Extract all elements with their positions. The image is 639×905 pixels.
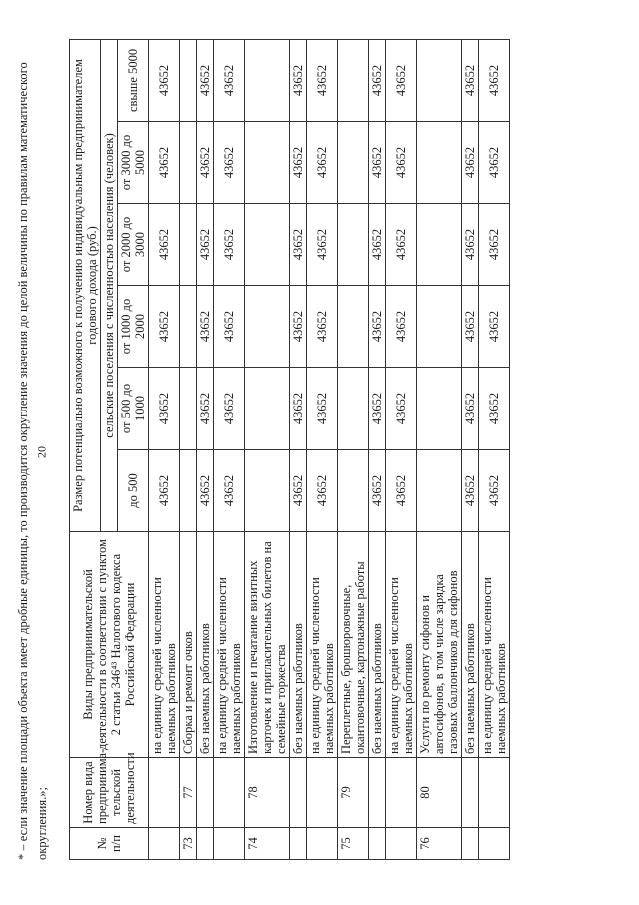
income-value-cell: 43652 [149,122,180,204]
income-value-cell: 43652 [149,450,180,532]
income-value-cell [180,122,197,204]
activity-label: Сборка и ремонт очков [180,532,197,758]
income-value-cell: 43652 [307,39,338,121]
income-value-cell [338,204,369,286]
row-number [386,828,417,860]
table-row [369,39,386,859]
income-value-cell [338,368,369,450]
income-value-cell: 43652 [386,122,417,204]
income-value-cell: 43652 [462,368,479,450]
income-value-cell: 43652 [214,39,245,121]
activity-label: без наемных работников [369,532,386,758]
header-population-group: от 2000 до 3000 [118,204,149,286]
income-value-cell [338,39,369,121]
row-number [149,828,180,860]
activity-code [386,758,417,828]
income-value-cell [417,450,462,532]
income-value-cell: 43652 [149,204,180,286]
income-value-cell: 43652 [290,368,307,450]
header-population-group: до 500 [118,450,149,532]
table-row [197,39,214,859]
page-number: 20 [34,446,49,458]
income-value-cell: 43652 [369,368,386,450]
income-value-cell: 43652 [479,122,510,204]
income-value-cell: 43652 [386,450,417,532]
row-number: 74 [245,828,290,860]
income-value-cell: 43652 [197,450,214,532]
table-row [149,39,180,859]
income-value-cell: 43652 [197,204,214,286]
table-row [214,39,245,859]
income-value-cell: 43652 [197,122,214,204]
income-value-cell [417,368,462,450]
activity-label: без наемных работников [462,532,479,758]
activity-label: на единицу средней численности наемных работников [149,532,180,758]
income-value-cell: 43652 [479,39,510,121]
row-number [214,828,245,860]
income-value-cell: 43652 [307,368,338,450]
income-value-cell: 43652 [290,39,307,121]
income-value-cell [245,204,290,286]
activity-label: без наемных работников [197,532,214,758]
income-value-cell: 43652 [197,39,214,121]
income-value-cell: 43652 [290,450,307,532]
income-value-cell [417,39,462,121]
income-value-cell: 43652 [369,286,386,368]
income-value-cell [245,368,290,450]
table-row [338,39,369,859]
income-value-cell: 43652 [369,122,386,204]
header-activity-number: Номер вида предпринима-тельской деятельности [70,758,149,828]
row-number [197,828,214,860]
activity-code: 79 [338,758,369,828]
activity-code: 77 [180,758,197,828]
activity-code [307,758,338,828]
row-number [479,828,510,860]
income-value-cell: 43652 [369,39,386,121]
activity-code [149,758,180,828]
activity-label: на единицу средней численности наемных работников [386,532,417,758]
activity-code: 78 [245,758,290,828]
row-number [307,828,338,860]
header-income-size: Размер потенциально возможного к получению индивидуальным предпринимателем годового дохода (руб.) [70,39,101,531]
activity-label: без наемных работников [290,532,307,758]
table-row [307,39,338,859]
income-value-cell: 43652 [214,204,245,286]
income-value-cell: 43652 [386,286,417,368]
row-number [369,828,386,860]
activity-label: на единицу средней численности наемных работников [479,532,510,758]
activity-code [290,758,307,828]
activity-code [369,758,386,828]
income-value-cell [338,122,369,204]
income-value-cell: 43652 [214,286,245,368]
income-value-cell: 43652 [386,368,417,450]
income-value-cell: 43652 [386,204,417,286]
income-value-cell: 43652 [369,204,386,286]
income-value-cell [338,450,369,532]
income-value-cell [180,39,197,121]
activity-label: на единицу средней численности наемных работников [307,532,338,758]
income-value-cell [417,204,462,286]
income-value-cell: 43652 [290,204,307,286]
income-value-cell [245,450,290,532]
income-value-cell: 43652 [290,122,307,204]
header-rural-settlements: сельские поселения с численностью населения (человек) [101,39,118,531]
table-row [417,39,462,859]
income-value-cell [180,286,197,368]
income-value-cell [245,122,290,204]
income-value-cell: 43652 [214,450,245,532]
income-value-cell: 43652 [307,286,338,368]
table-row [290,39,307,859]
income-table [69,39,510,860]
income-value-cell: 43652 [479,368,510,450]
table-row [180,39,197,859]
income-value-cell: 43652 [462,286,479,368]
rotated-page-content [14,20,594,860]
income-value-cell: 43652 [386,39,417,121]
row-number [290,828,307,860]
header-no: № п/п [70,828,149,860]
income-value-cell [245,286,290,368]
header-population-group: свыше 5000 [118,39,149,121]
income-value-cell [180,450,197,532]
income-value-cell [180,204,197,286]
header-population-group: от 500 до 1000 [118,368,149,450]
income-value-cell [417,286,462,368]
header-activity-kinds: Виды предпринимательской деятельности в соответствии с пунктом 2 статьи 346⁴³ Налогового кодекса Российской Федерации [70,532,149,758]
header-population-group: от 1000 до 2000 [118,286,149,368]
income-value-cell [417,122,462,204]
income-value-cell: 43652 [197,368,214,450]
activity-label: Изготовление и печатание визитных карточек и пригласительных билетов на семейные торжества [245,532,290,758]
table-row [245,39,290,859]
income-value-cell: 43652 [307,122,338,204]
table-row [479,39,510,859]
income-value-cell: 43652 [479,204,510,286]
row-number: 76 [417,828,462,860]
header-population-group: от 3000 до 5000 [118,122,149,204]
income-value-cell: 43652 [214,122,245,204]
activity-code [479,758,510,828]
row-number: 73 [180,828,197,860]
row-number: 75 [338,828,369,860]
activity-code [197,758,214,828]
income-value-cell: 43652 [462,39,479,121]
income-value-cell: 43652 [479,450,510,532]
activity-label: Переплетные, брошюровочные, окантовочные, картонажные работы [338,532,369,758]
income-value-cell: 43652 [290,286,307,368]
table-row [462,39,479,859]
income-value-cell: 43652 [462,450,479,532]
income-value-cell: 43652 [307,204,338,286]
activity-label: Услуги по ремонту сифонов и автосифонов, в том числе зарядка газовых баллончиков для сифонов [417,532,462,758]
income-value-cell [338,286,369,368]
income-value-cell: 43652 [462,122,479,204]
activity-code: 80 [417,758,462,828]
row-number [462,828,479,860]
income-value-cell: 43652 [462,204,479,286]
income-value-cell: 43652 [369,450,386,532]
activity-code [214,758,245,828]
table-row [386,39,417,859]
income-value-cell [180,368,197,450]
activity-label: на единицу средней численности наемных работников [214,532,245,758]
income-value-cell: 43652 [149,368,180,450]
activity-code [462,758,479,828]
income-value-cell: 43652 [197,286,214,368]
income-value-cell: 43652 [307,450,338,532]
income-value-cell [245,39,290,121]
income-value-cell: 43652 [479,286,510,368]
footnote: * – если значение площади объекта имеет дробные единицы, то производится округление значения до целой величины по правилам математического округления.»; [16,62,49,860]
income-value-cell: 43652 [214,368,245,450]
income-value-cell: 43652 [149,286,180,368]
income-value-cell: 43652 [149,39,180,121]
